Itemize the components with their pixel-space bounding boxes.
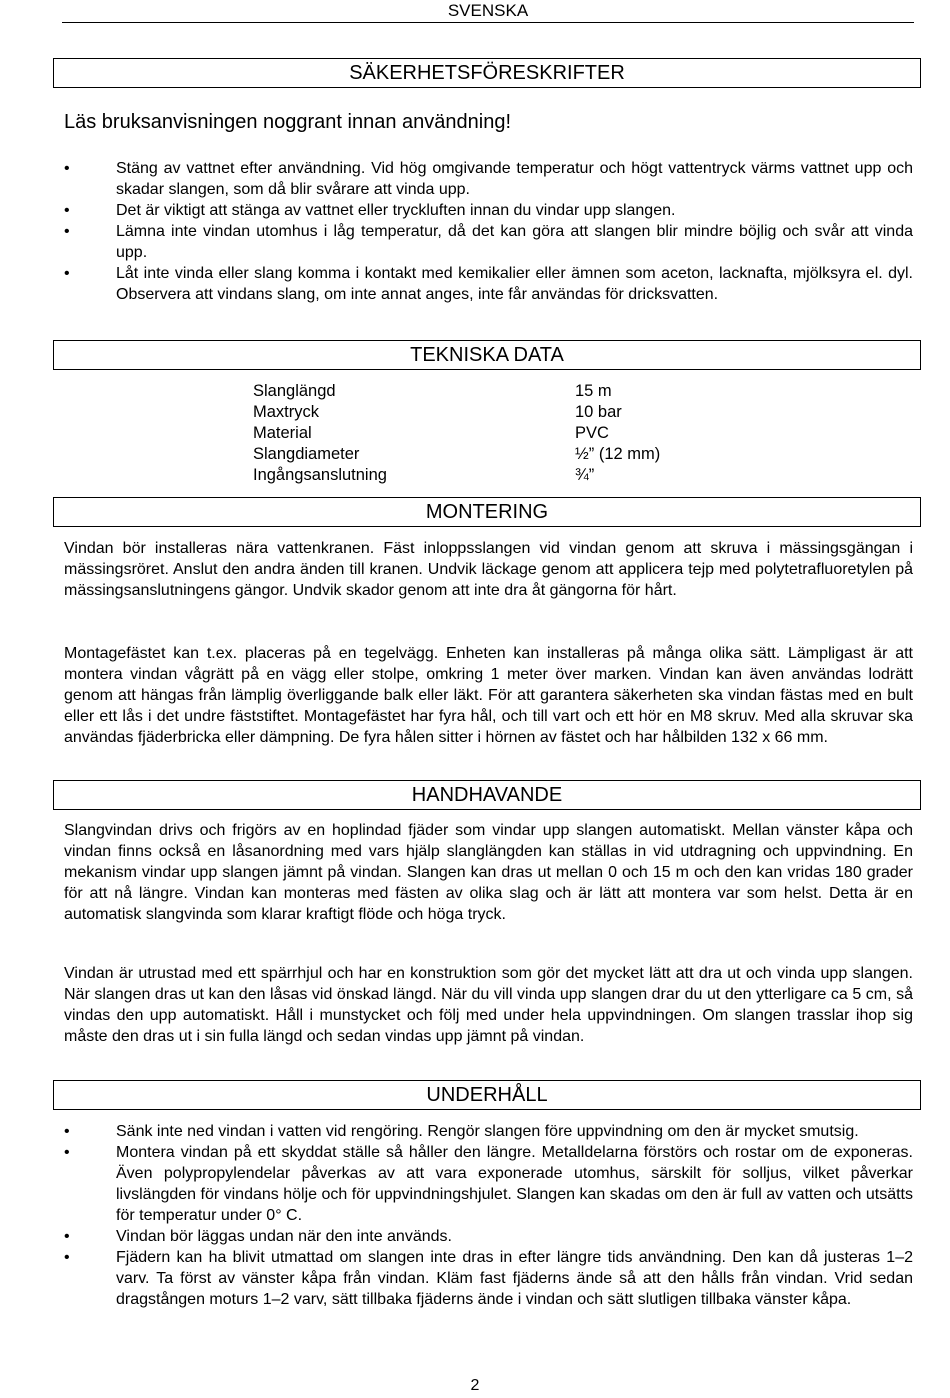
- language-header: SVENSKA: [62, 0, 914, 23]
- safety-list: [64, 158, 913, 305]
- list-item: • Låt inte vinda eller slang komma i kontakt med kemikalier eller ämnen som aceton, lacknafta, mjölksyra el. dyl. Observera att vindans slang, om inte annat anges, inte får användas för dricksvatten.: [64, 265, 913, 303]
- spec-row: Slangdiameter ½” (12 mm): [253, 445, 661, 463]
- list-item: • Vindan bör läggas undan när den inte används.: [64, 1228, 452, 1245]
- bullet-icon: •: [64, 1144, 70, 1161]
- usage-heading: HANDHAVANDE: [411, 784, 563, 806]
- bullet-icon: •: [64, 265, 70, 282]
- mounting-paragraph-1: Vindan bör installeras nära vattenkranen. Fäst inloppsslangen vid vindan genom att skruva i mässingsgängan i mässingsröret. Anslut den andra änden till kranen. Undvik läckage genom att applicera tejp med polytetrafluoretylen på mässingsanslutningens gängor. Undvik skador genom att inte dra åt gängorna för hårt.: [64, 540, 913, 599]
- spec-row: Slanglängd 15 m: [253, 382, 612, 400]
- mounting-heading: MONTERING: [425, 501, 549, 523]
- page-number: 2: [470, 1377, 480, 1394]
- maintenance-list: [64, 1121, 913, 1310]
- tech-heading-box: [53, 340, 921, 370]
- bullet-icon: •: [64, 202, 70, 219]
- mounting-paragraph-2: Montagefästet kan t.ex. placeras på en tegelvägg. Enheten kan installeras på många olika sätt. Lämpligast är att montera vindan vågrätt på en vägg eller stolpe, omkring 1 meter över marken. Vindan kan även användas lodrätt genom att hängas från lämplig överliggande balk eller läkt. För att garantera säkerheten ska vindan fästas med en bult eller ett lås i det undre fäststiftet. Montagefästet har fyra hål, och till vart och ett hör en M8 skruv. Med alla skruvar ska användas fjäderbricka eller dämpning. De fyra hålen sitter i hörnen av fästet och har hålbilden 132 x 66 mm.: [64, 645, 913, 746]
- spec-row: Maxtryck 10 bar: [253, 403, 622, 421]
- mounting-heading-box: [53, 497, 921, 527]
- list-item: • Montera vindan på ett skyddat ställe så håller den längre. Metalldelarna förstörs och rostar om de exponeras. Även polypropylendelar påverkas av att vara exponerade utomhus, särskilt för solljus, vilket påverkar livslängden för vindans hölje och för uppvindningshjulet. Slangen kan skadas om den är full av vatten och utsätts för temperatur under 0° C.: [64, 1144, 913, 1224]
- tech-heading: TEKNISKA DATA: [410, 344, 564, 366]
- usage-heading-box: [53, 780, 921, 810]
- list-item: • Sänk inte ned vindan i vatten vid rengöring. Rengör slangen före uppvindning om den är mycket smutsig.: [64, 1123, 859, 1140]
- spec-table: [253, 381, 660, 486]
- safety-heading: SÄKERHETSFÖRESKRIFTER: [349, 62, 625, 84]
- safety-heading-box: [53, 58, 921, 88]
- list-item: • Stäng av vattnet efter användning. Vid hög omgivande temperatur och högt vattentryck värms vattnet upp och skadar slangen, som då blir svårare att vinda upp.: [64, 160, 913, 198]
- bullet-icon: •: [64, 223, 70, 240]
- list-item: • Lämna inte vindan utomhus i låg temperatur, då det kan göra att slangen blir mindre böjlig och svår att vinda upp.: [64, 223, 913, 261]
- usage-paragraph-2: Vindan är utrustad med ett spärrhjul och har en konstruktion som gör det mycket lätt att dra ut och vinda upp slangen. När slangen dras ut kan den låsas vid önskad längd. När du vill vinda upp slangen drar du ut den ytterligare ca 5 cm, så vindas den upp automatiskt. Håll i munstycket och följ med under hela uppvindningen. Om slangen trasslar ihop sig måste den dras ut i sin fulla längd och sedan vindas upp jämnt på vindan.: [64, 965, 913, 1045]
- safety-intro: Läs bruksanvisningen noggrant innan användning!: [64, 111, 512, 133]
- list-item: • Fjädern kan ha blivit utmattad om slangen inte dras in efter längre tids användning. Den kan då justeras 1–2 varv. Ta först av vänster kåpa från vindan. Kläm fast fjäderns ände så att den hålls från vindan. Vrid sedan dragstången moturs 1–2 varv, sätt tillbaka fjäderns ände i vindan och sätt slutligen tillbaka vänster kåpa.: [64, 1249, 913, 1308]
- spec-row: Material PVC: [253, 424, 609, 442]
- bullet-icon: •: [64, 160, 70, 177]
- bullet-icon: •: [64, 1123, 70, 1140]
- maintenance-heading-box: [53, 1080, 921, 1110]
- usage-paragraph-1: Slangvindan drivs och frigörs av en hoplindad fjäder som vindar upp slangen automatiskt. Mellan vänster kåpa och vindan finns också en låsanordning med vars hjälp slanglängden kan ställas in vid utdragning och uppvindning. En mekanism vindar upp slangen jämnt på vindan. Slangen kan dras ut mellan 0 och 15 m och den kan vridas 180 grader för att nå längre. Vindan kan monteras med fästen av olika slag och är lätt att montera var som helst. Detta är en automatisk slangvinda som klarar kraftigt flöde och höga tryck.: [64, 822, 913, 923]
- list-item: • Det är viktigt att stänga av vattnet eller tryckluften innan du vindar upp slangen.: [64, 202, 676, 219]
- maintenance-heading: UNDERHÅLL: [426, 1084, 548, 1106]
- bullet-icon: •: [64, 1228, 70, 1245]
- bullet-icon: •: [64, 1249, 70, 1266]
- spec-row: Ingångsanslutning ¾”: [253, 466, 595, 484]
